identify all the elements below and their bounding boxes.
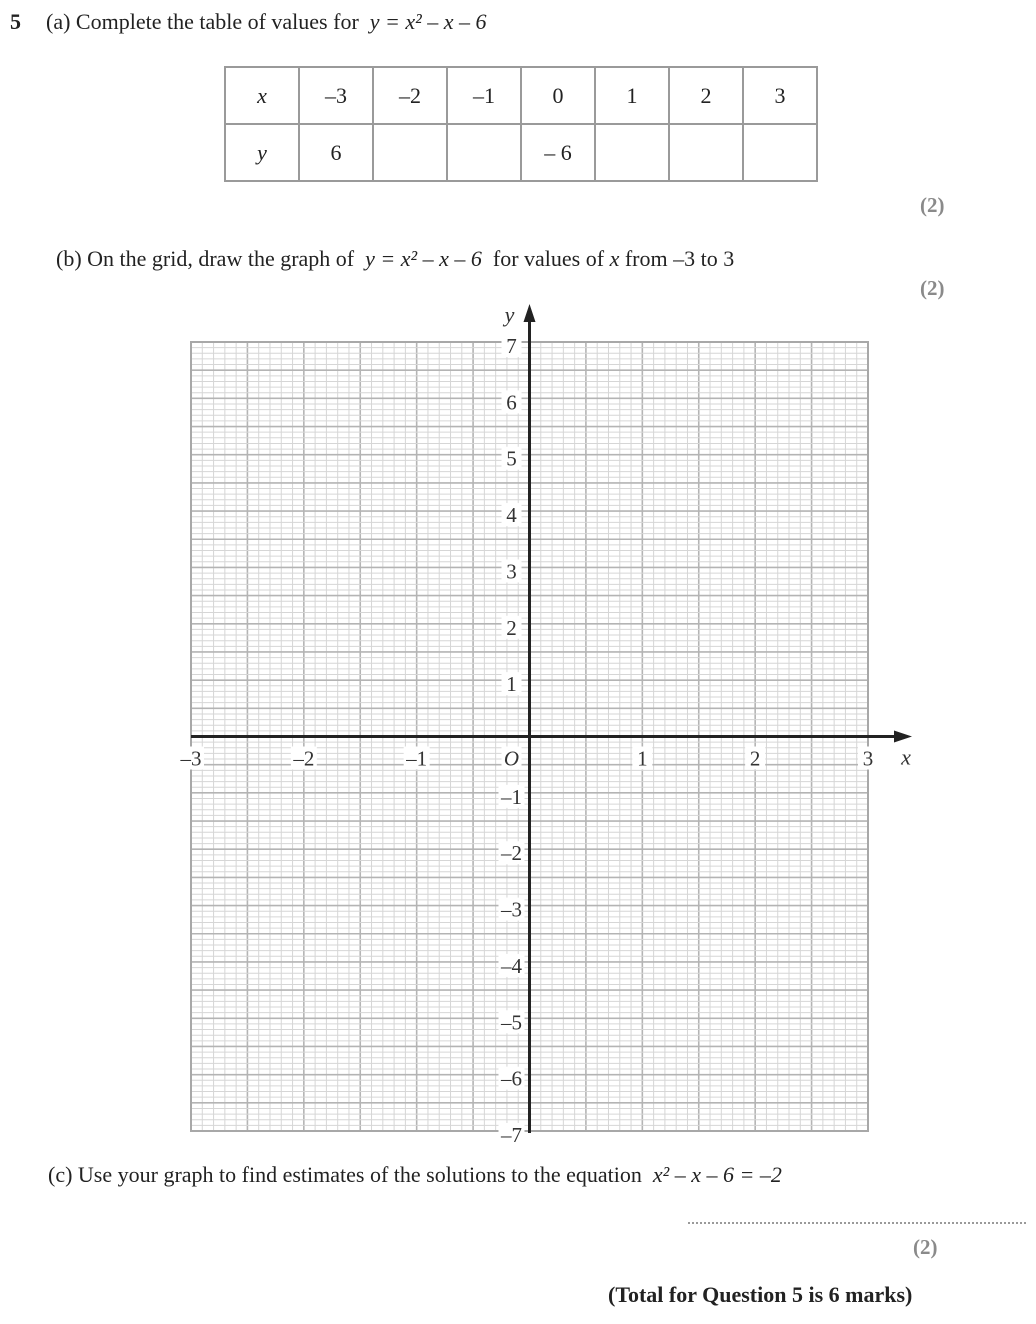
part-b-prompt <box>56 246 734 272</box>
y-tick-label: –4 <box>501 953 522 978</box>
y-cell[interactable] <box>669 124 743 181</box>
y-tick-label: –1 <box>501 784 522 809</box>
part-b-equation: y = x² – x – 6 <box>365 246 482 271</box>
y-tick-label: 2 <box>506 615 517 640</box>
part-a-text: Complete the table of values for <box>75 9 359 34</box>
y-tick-label: 6 <box>506 390 517 415</box>
y-axis-label: y <box>504 302 515 327</box>
x-cell: 1 <box>595 67 669 124</box>
part-c-text: Use your graph to find estimates of the solutions to the equation <box>77 1162 642 1187</box>
y-tick-label: –7 <box>501 1123 522 1146</box>
question-number: 5 <box>10 9 21 34</box>
y-cell[interactable] <box>373 124 447 181</box>
x-tick-label: –1 <box>406 746 428 771</box>
part-b-variable: x <box>609 246 620 271</box>
y-tick-label: 7 <box>506 334 517 358</box>
answer-line[interactable] <box>688 1222 1026 1224</box>
x-row <box>225 67 817 124</box>
y-cell[interactable] <box>595 124 669 181</box>
x-tick-label: 3 <box>862 746 874 771</box>
x-axis-arrow <box>894 731 912 743</box>
y-header-cell: y <box>225 124 299 181</box>
part-c-marks: (2) <box>913 1235 938 1259</box>
part-a-prompt <box>46 9 487 35</box>
y-cell[interactable]: 6 <box>299 124 373 181</box>
x-axis-label: x <box>901 744 911 770</box>
y-cell[interactable]: – 6 <box>521 124 595 181</box>
values-table <box>224 66 818 182</box>
y-tick-label: 4 <box>506 503 517 528</box>
x-cell: 0 <box>521 67 595 124</box>
y-tick-label: 5 <box>506 446 517 471</box>
x-cell: –1 <box>447 67 521 124</box>
x-cell: –2 <box>373 67 447 124</box>
y-axis-arrow <box>524 304 536 322</box>
part-a-equation: y = x² – x – 6 <box>369 9 487 34</box>
part-b-label: (b) <box>56 246 82 271</box>
origin-label: O <box>503 746 520 771</box>
part-a-marks: (2) <box>920 193 945 217</box>
y-row <box>225 124 817 181</box>
x-header-cell: x <box>225 67 299 124</box>
total-marks: (Total for Question 5 is 6 marks) <box>608 1282 913 1307</box>
x-cell: –3 <box>299 67 373 124</box>
part-b-marks: (2) <box>920 276 945 300</box>
y-tick-label: –2 <box>501 841 522 866</box>
part-b-range: from –3 to 3 <box>624 246 735 271</box>
part-c-equation: x² – x – 6 = –2 <box>652 1162 782 1187</box>
y-cell[interactable] <box>743 124 817 181</box>
x-cell: 2 <box>669 67 743 124</box>
graph-grid[interactable] <box>160 296 920 1146</box>
y-tick-label: –3 <box>501 897 522 922</box>
y-tick-label: –6 <box>501 1066 522 1091</box>
part-b-text-after: for values of <box>492 246 605 271</box>
part-b-text: On the grid, draw the graph of <box>87 246 355 271</box>
x-tick-label: 1 <box>637 746 648 771</box>
x-tick-label: –2 <box>293 746 315 771</box>
part-a-label: (a) <box>46 9 71 34</box>
y-tick-label: –5 <box>501 1010 522 1035</box>
part-c-label: (c) <box>48 1162 73 1187</box>
x-cell: 3 <box>743 67 817 124</box>
part-c-prompt <box>48 1162 782 1188</box>
y-tick-label: 1 <box>506 672 517 697</box>
x-tick-label: –3 <box>180 746 202 771</box>
y-tick-label: 3 <box>506 559 517 584</box>
x-tick-label: 2 <box>749 746 761 771</box>
y-cell[interactable] <box>447 124 521 181</box>
